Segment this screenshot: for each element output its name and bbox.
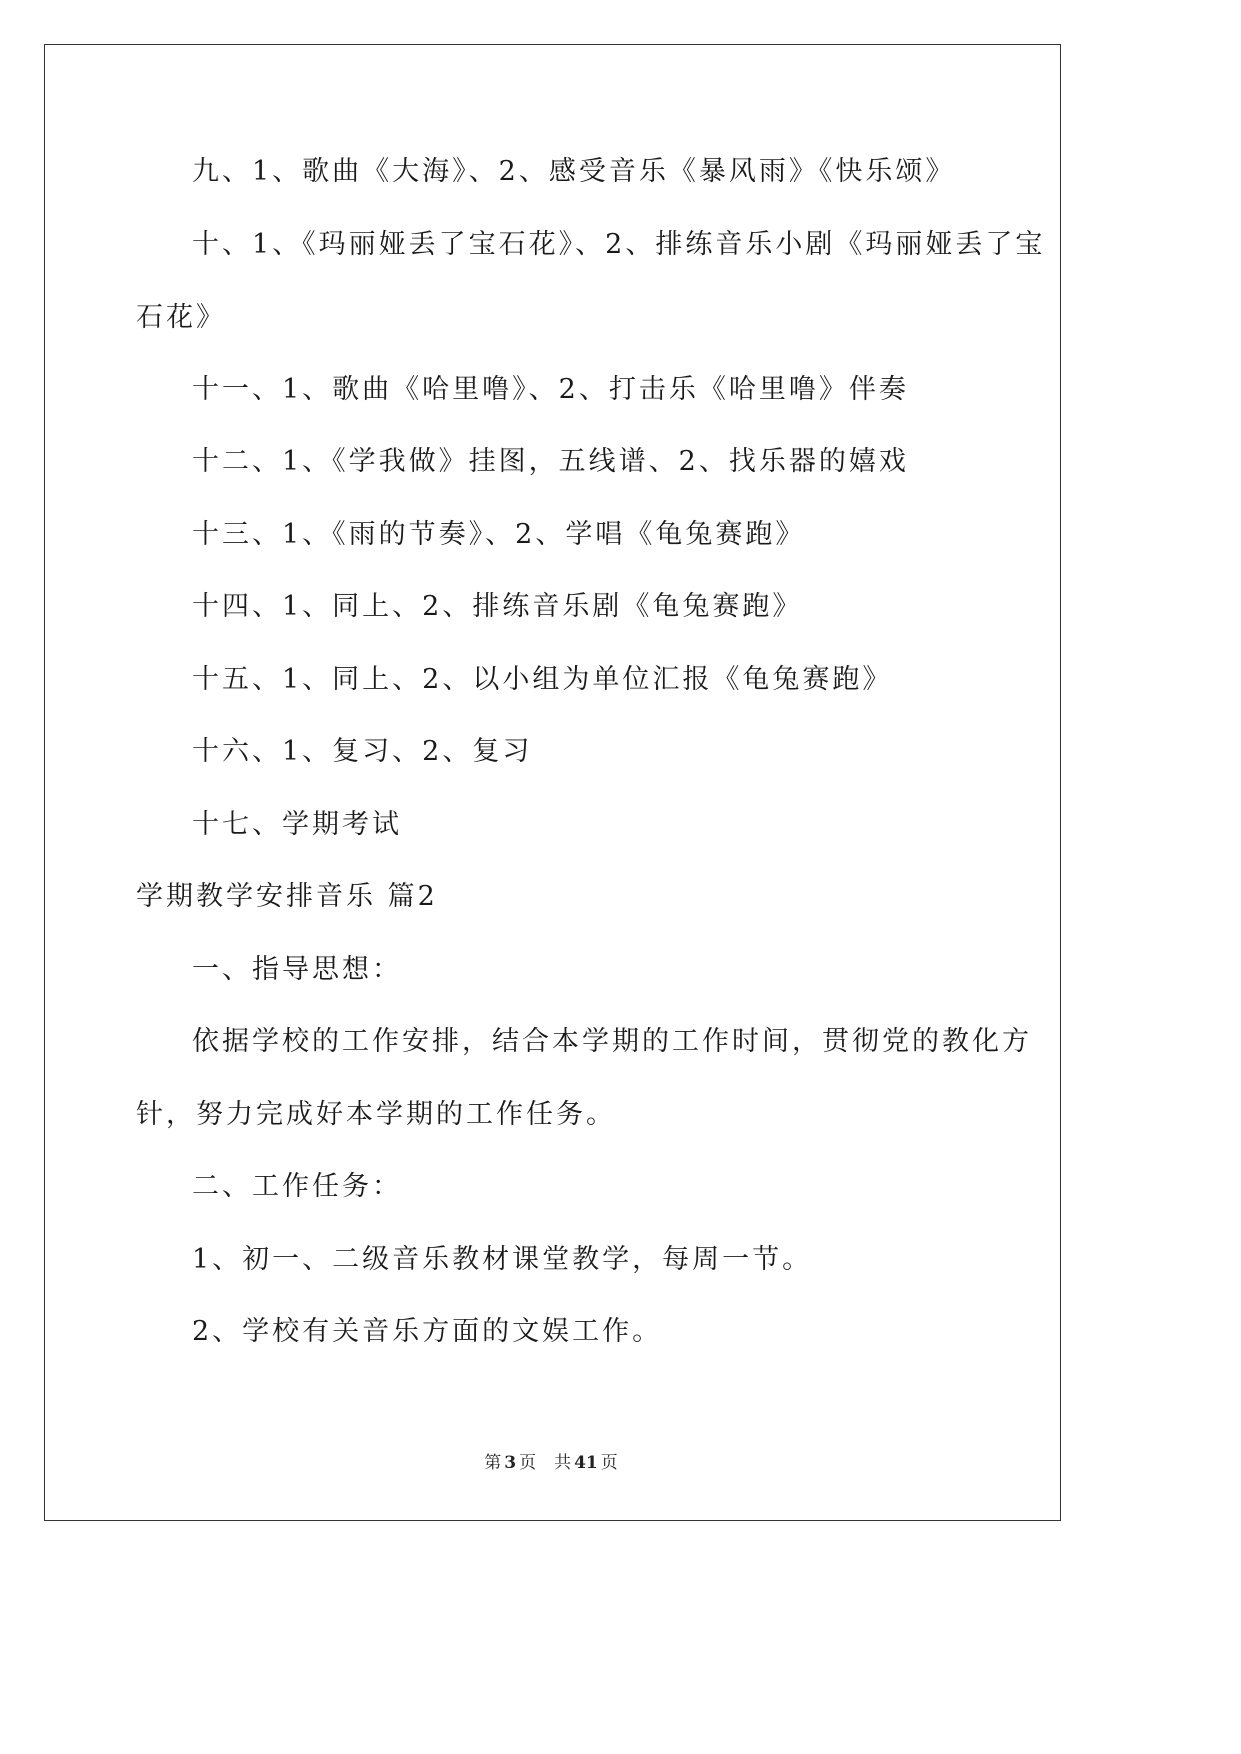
schedule-line-week-15: 十五、1、同上、2、以小组为单位汇报《龟兔赛跑》 <box>192 664 893 695</box>
task-item-2: 2、学校有关音乐方面的文娱工作。 <box>192 1316 663 1347</box>
schedule-line-week-17: 十七、学期考试 <box>192 809 402 840</box>
schedule-line-week-10: 十、1、《玛丽娅丢了宝石花》、2、排练音乐小剧《玛丽娅丢了宝 <box>192 229 1046 260</box>
schedule-line-week-12: 十二、1、《学我做》挂图，五线谱、2、找乐器的嬉戏 <box>192 446 909 477</box>
schedule-line-week-11: 十一、1、歌曲《哈里噜》、2、打击乐《哈里噜》伴奏 <box>192 374 909 405</box>
paragraph-line: 依据学校的工作安排，结合本学期的工作时间，贯彻党的教化方 <box>192 1026 1032 1057</box>
schedule-line-week-10-continued: 石花》 <box>136 302 226 333</box>
footer-total-unit: 页 <box>600 1453 618 1473</box>
current-page-number: 3 <box>504 1453 517 1473</box>
schedule-line-week-13: 十三、1、《雨的节奏》、2、学唱《龟兔赛跑》 <box>192 519 806 550</box>
task-item-1: 1、初一、二级音乐教材课堂教学，每周一节。 <box>192 1244 813 1275</box>
paragraph-line-continued: 针，努力完成好本学期的工作任务。 <box>136 1099 616 1130</box>
page-footer <box>0 1452 1102 1474</box>
total-page-count: 41 <box>574 1453 598 1473</box>
schedule-line-week-14: 十四、1、同上、2、排练音乐剧《龟兔赛跑》 <box>192 591 803 622</box>
footer-prefix: 第 <box>484 1453 502 1473</box>
subheading-guiding-thought: 一、指导思想： <box>192 954 402 985</box>
subheading-work-tasks: 二、工作任务： <box>192 1171 402 1202</box>
footer-page-unit: 页 <box>519 1453 537 1473</box>
schedule-line-week-16: 十六、1、复习、2、复习 <box>192 736 533 767</box>
page-border <box>44 44 1061 1521</box>
section-heading: 学期教学安排音乐 篇2 <box>136 881 438 912</box>
schedule-line-week-9: 九、1、歌曲《大海》、2、感受音乐《暴风雨》《快乐颂》 <box>192 156 956 187</box>
footer-total-prefix: 共 <box>554 1453 572 1473</box>
